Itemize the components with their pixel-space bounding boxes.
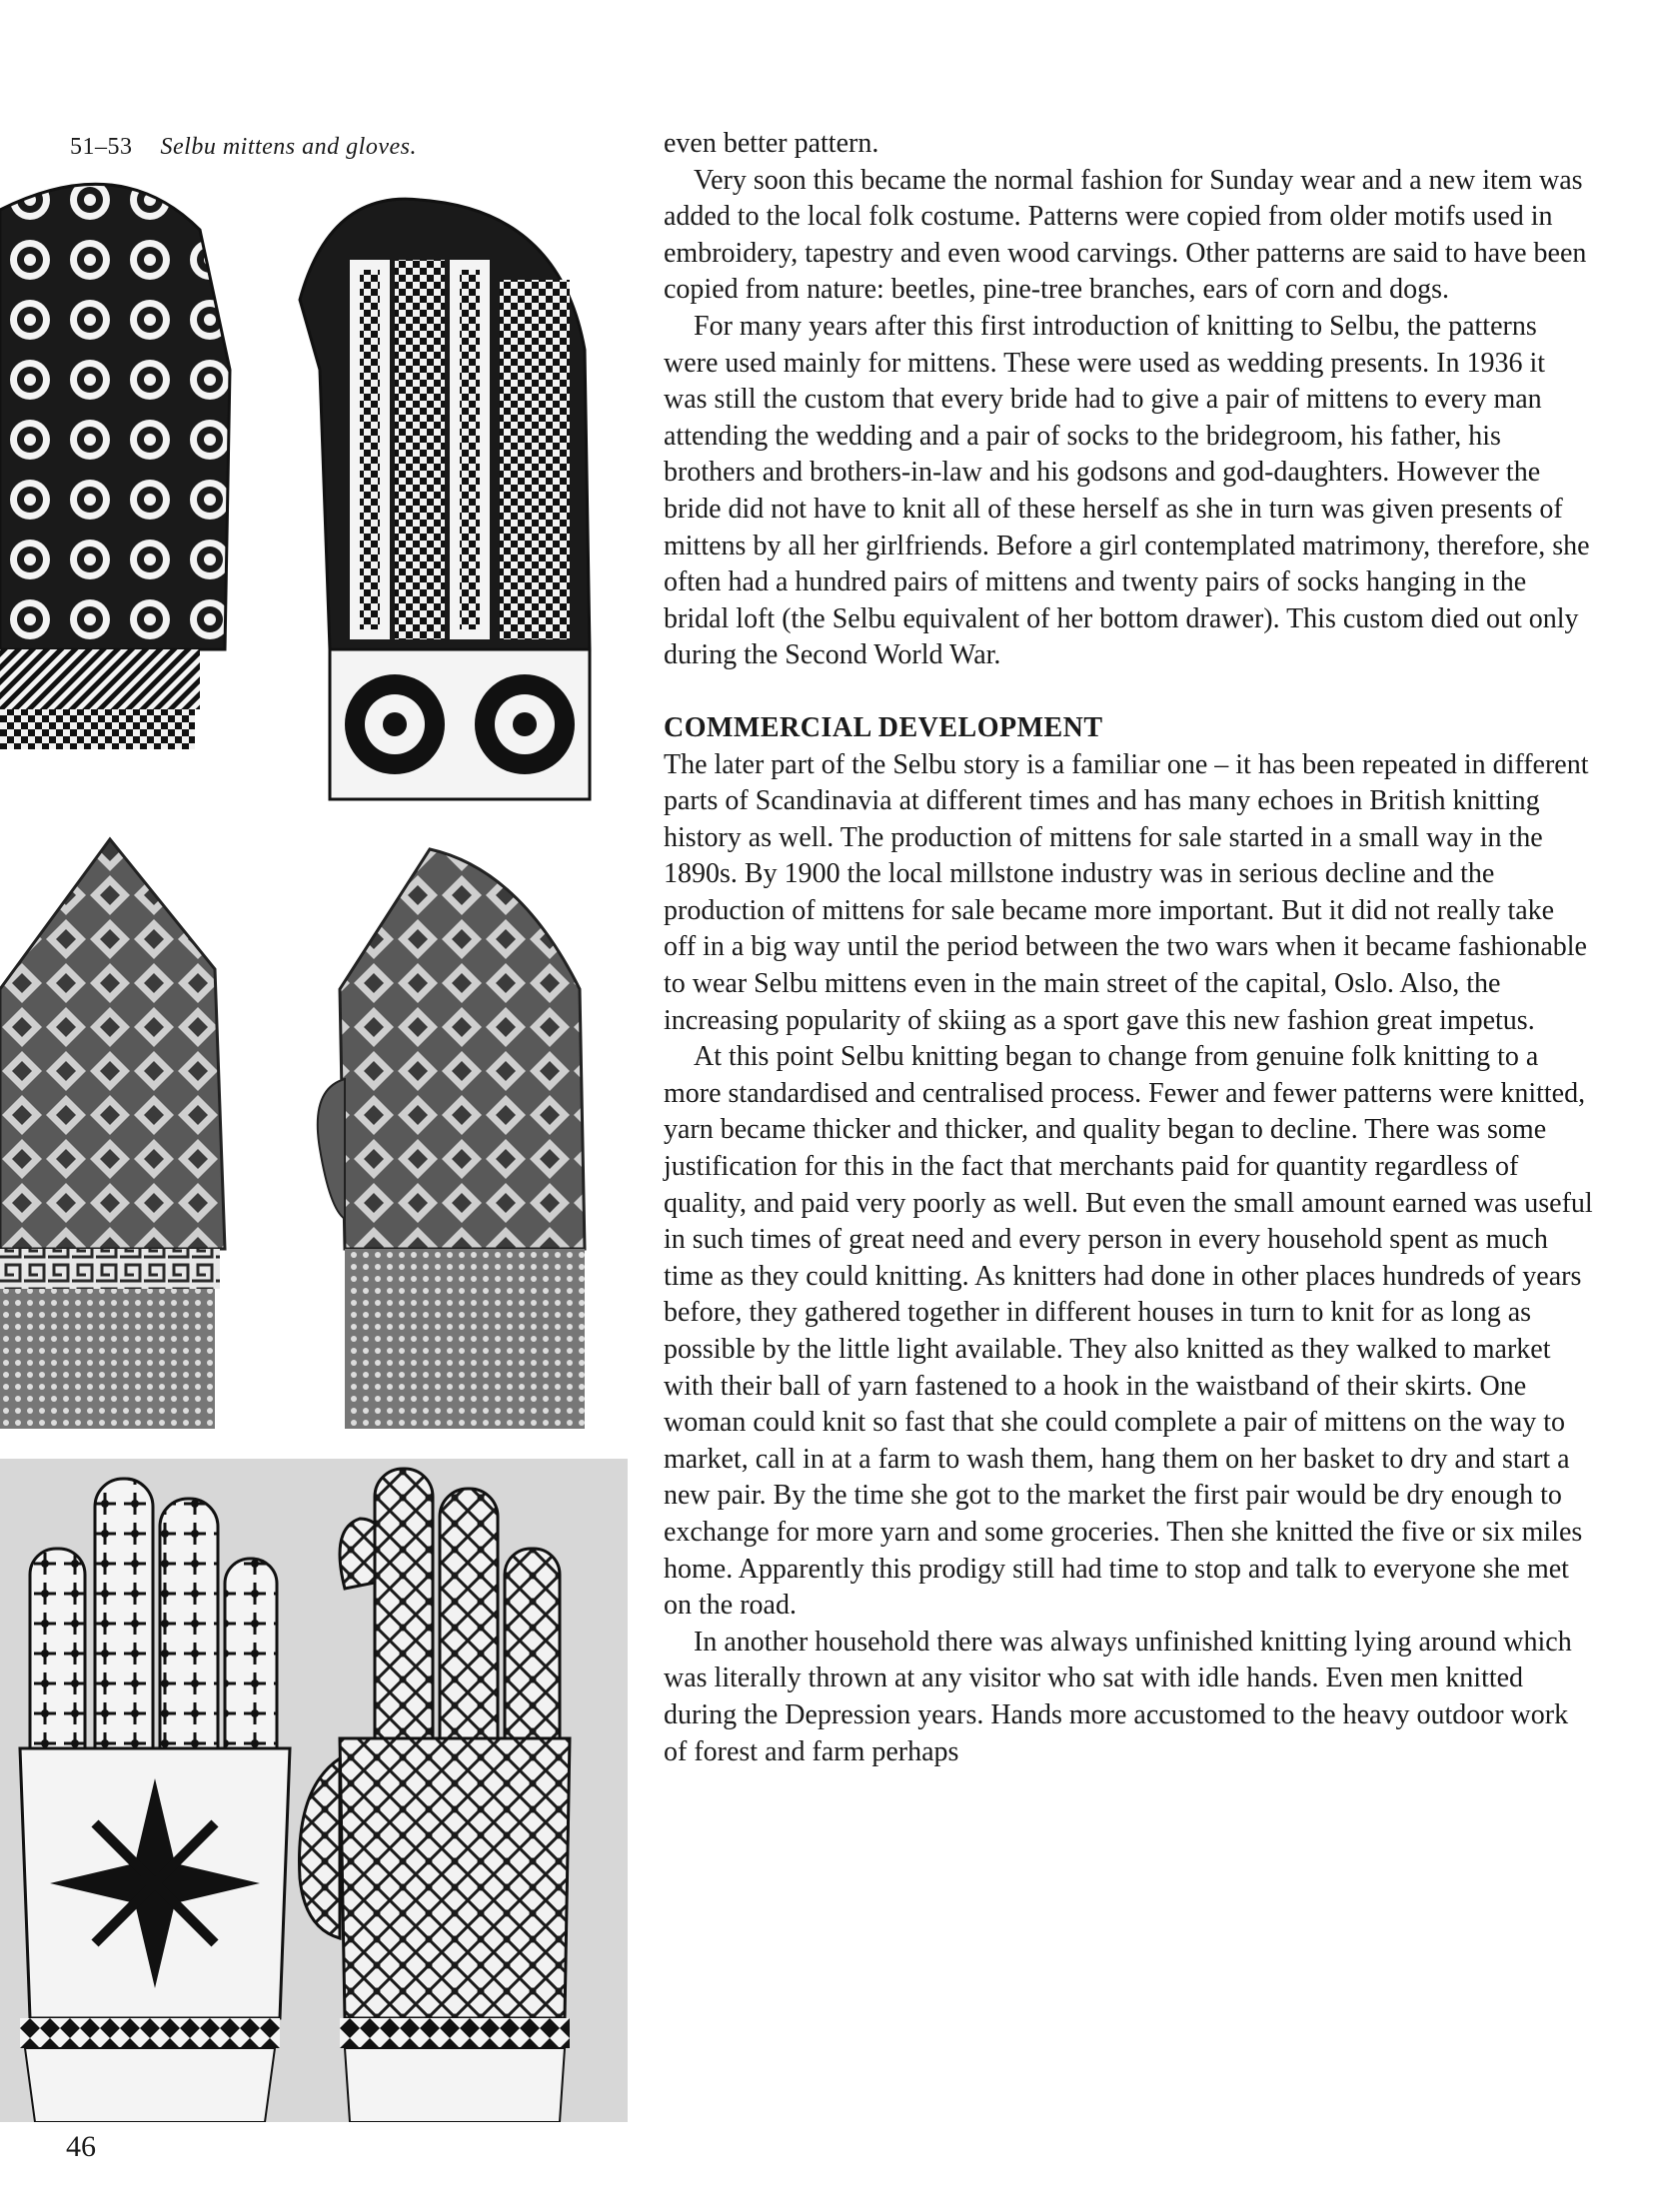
photo-mittens-2	[0, 829, 628, 1449]
page-number: 46	[66, 2130, 96, 2163]
selbu-gloves-pair-icon	[0, 1459, 628, 2122]
body-text-column	[664, 126, 1593, 1770]
section-heading: COMMERCIAL DEVELOPMENT	[664, 711, 1103, 743]
paragraph: For many years after this first introduction of knitting to Selbu, the patterns were used mainly for mittens. These were used as wedding presents. In 1936 it was still the custom that every bride had to give a pair of mittens to every man attending the wedding and a pair of socks to the bridegroom, his father, his brothers and brothers-in-law and his godsons and god-daughters. However the bride did not have to knit all of these herself as she in turn was given presents of mittens by all her girlfriends. Before a girl contemplated matrimony, therefore, she often had a hundred pairs of mittens and twenty pairs of socks hanging in the bridal loft (the Selbu equivalent of her bottom drawer). This custom died out only during the Second World War.	[664, 310, 1590, 671]
paragraph: At this point Selbu knitting began to change from genuine folk knitting to a more standardised and centralised process. Fewer and fewer patterns were knitted, yarn became thicker and thicker, and quality began to decline. There was some justification for this in the fact that merchants paid for quantity regardless of quality, and paid very poorly as well. But even the small amount earned was useful in such times of great need and every person in every household spent as much time as they could knitting. As knitters had done in other places hundreds of years before, they gathered together in different houses in turn to knit for as long as possible by the little light available. They also knitted as they walked to market with their ball of yarn fastened to a hook in the waistband of their skirts. One woman could knit so fast that she could complete a pair of mittens on the way to market, call in at a farm to wash them, hang them on her basket to dry and start a new pair. By the time she got to the market the first pair would be dry enough to exchange for more yarn and some groceries. Then she knitted the five or six miles home. Apparently this prodigy still had time to stop and talk to everyone she met on the road.	[664, 1041, 1593, 1622]
paragraph: even better pattern.	[664, 128, 879, 159]
selbu-mittens-pair-2-icon	[0, 829, 628, 1449]
figure-number: 51–53	[70, 134, 133, 160]
caption-text: Selbu mittens and gloves.	[160, 134, 417, 160]
paragraph: Very soon this became the normal fashion for Sunday wear and a new item was added to the local folk costume. Patterns were copied from older motifs used in embroidery, tapestry and even wood carvings. Other patterns are said to have been copied from nature: beetles, pine-tree branches, ears of corn and dogs.	[664, 164, 1587, 306]
photo-gloves	[0, 1459, 628, 2122]
figure-caption	[70, 134, 417, 161]
paragraph: In another household there was always unfinished knitting lying around which was literally thrown at any visitor who sat with idle hands. Even men knitted during the Depression years. Hands more accustomed to the heavy outdoor work of forest and farm perhaps	[664, 1626, 1572, 1767]
photo-mittens-1	[0, 170, 628, 819]
paragraph: The later part of the Selbu story is a familiar one – it has been repeated in different parts of Scandinavia at different times and has many echoes in British knitting history as well. The production of mittens for sale started in a small way in the 1890s. By 1900 the local millstone industry was in serious decline and the production of mittens for sale became more important. But it did not really take off in a big way until the period between the two wars when it became fashionable to wear Selbu mittens even in the main street of the capital, Oslo. Also, the increasing popularity of skiing as a sport gave this new fashion great impetus.	[664, 748, 1589, 1036]
selbu-mittens-pair-1-icon	[0, 170, 628, 819]
